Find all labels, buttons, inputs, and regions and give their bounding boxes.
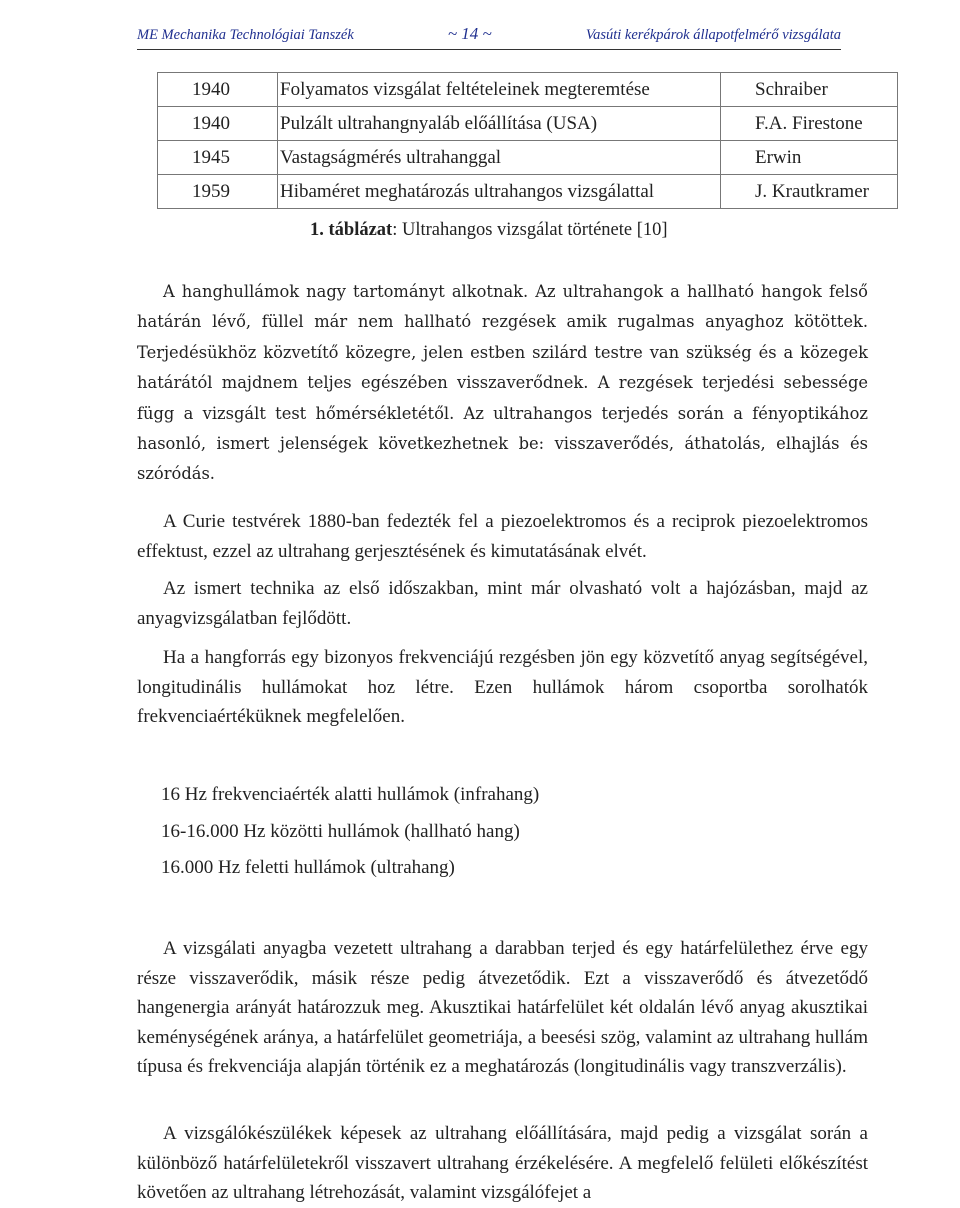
- list-item: 16 Hz frekvenciaérték alatti hullámok (infrahang): [161, 784, 540, 805]
- table-caption: [310, 220, 668, 241]
- person-cell: Schraiber: [721, 73, 898, 107]
- table-row: [158, 141, 898, 175]
- event-cell: Folyamatos vizsgálat feltételeinek megteremtése: [278, 73, 721, 107]
- event-cell: Hibaméret meghatározás ultrahangos vizsgálattal: [278, 175, 721, 209]
- page-header: [137, 18, 841, 44]
- page-number: ~ 14 ~: [447, 24, 492, 43]
- caption-label: 1. táblázat: [310, 220, 393, 240]
- person-cell: F.A. Firestone: [721, 107, 898, 141]
- person-cell: Erwin: [721, 141, 898, 175]
- history-table: [157, 72, 898, 209]
- paragraph-sound-waves: A hanghullámok nagy tartományt alkotnak. Az ultrahangok a hallható hangok felső határán lévő, füllel már nem hallható rezgések amik rugalmas anyaghoz kötöttek. Terjedésükhöz közvetítő közegre, jelen estben szilárd testre van szükség és a közegek határától majdnem teljes egészében visszaverődnek. A rezgések terjedési sebessége függ a vizsgált test hőmérsékletétől. Az ultrahangos terjedés során a fényoptikához hasonló, ismert jelenségek következhetnek be: visszaverődés, áthatolás, elhajlás és szóródás.: [137, 282, 868, 484]
- paragraph-history: Az ismert technika az első időszakban, mint már olvasható volt a hajózásban, majd az anyagvizsgálatban fejlődött.: [137, 578, 868, 629]
- frequency-list: [161, 777, 539, 887]
- header-divider: [137, 49, 841, 50]
- paragraph-curie: A Curie testvérek 1880-ban fedezték fel a piezoelektromos és a reciprok piezoelektromos effektust, ezzel az ultrahang gerjesztésének és kimutatásának elvét.: [137, 511, 868, 562]
- person-cell: J. Krautkramer: [721, 175, 898, 209]
- year-cell: 1940: [158, 107, 278, 141]
- paragraph-wave-source: Ha a hangforrás egy bizonyos frekvenciájú rezgésben jön egy közvetítő anyag segítségével, longitudinális hullámokat hoz létre. Ezen hullámok három csoportba sorolhatók frekvenciaértéküknek megfelelően.: [137, 647, 868, 727]
- year-cell: 1959: [158, 175, 278, 209]
- table-row: [158, 107, 898, 141]
- list-item: 16-16.000 Hz közötti hullámok (hallható hang): [161, 820, 520, 842]
- table-row: [158, 73, 898, 107]
- caption-text: : Ultrahangos vizsgálat története [10]: [392, 220, 668, 240]
- event-cell: Vastagságmérés ultrahanggal: [278, 141, 721, 175]
- list-item: 16.000 Hz feletti hullámok (ultrahang): [161, 857, 455, 878]
- year-cell: 1940: [158, 73, 278, 107]
- table-row: [158, 175, 898, 209]
- paragraph-reflection: A vizsgálati anyagba vezetett ultrahang a darabban terjed és egy határfelülethez érve egy része visszaverődik, másik része pedig átvezetődik. Ezt a visszaverődő és átvezetődő hangenergia arányát határozzuk meg. Akusztikai határfelület két oldalán lévő anyag akusztikai keménységének aránya, a határfelület geometriája, a beesési szög, valamint az ultrahang hullám típusa és frekvenciája alapján történik ez a meghatározás (longitudinális vagy transzverzális).: [137, 938, 868, 1077]
- event-cell: Pulzált ultrahangnyaláb előállítása (USA): [278, 107, 721, 141]
- header-document-title: Vasúti kerékpárok állapotfelmérő vizsgálata: [585, 27, 841, 43]
- header-department: ME Mechanika Technológiai Tanszék: [137, 27, 354, 43]
- paragraph-instruments: A vizsgálókészülékek képesek az ultrahang előállítására, majd pedig a vizsgálat során a különböző határfelületekről visszavert ultrahang érzékelésére. A megfelelő felületi előkészítést követően az ultrahang létrehozását, valamint vizsgálófejet a: [137, 1123, 868, 1203]
- year-cell: 1945: [158, 141, 278, 175]
